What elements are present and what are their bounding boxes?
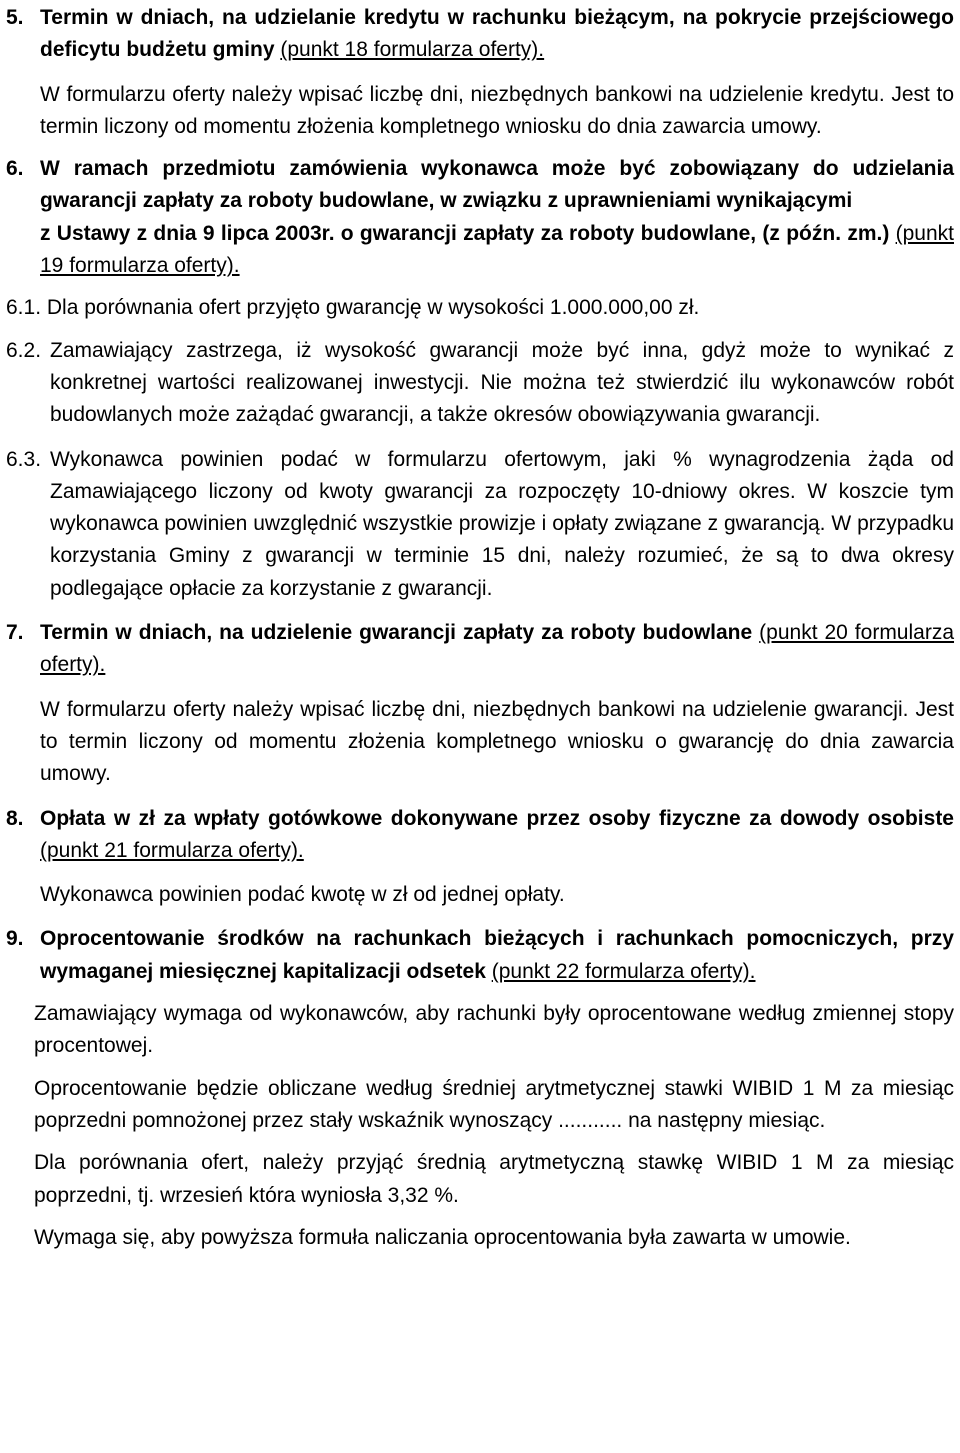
section-title-continued: z Ustawy z dnia 9 lipca 2003r. o gwarancji zapłaty za roboty budowlane, (z późn. zm.) bbox=[40, 221, 890, 245]
section-8 bbox=[6, 803, 954, 912]
section-heading bbox=[40, 803, 954, 868]
section-number: 5. bbox=[6, 6, 24, 29]
section-6 bbox=[6, 153, 954, 605]
section-title: Oprocentowanie środków na rachunkach bieżących i rachunkach pomocniczych, przy wymaganej miesięcznej kapitalizacji odsetek bbox=[40, 927, 954, 983]
form-reference: (punkt 18 formularza oferty). bbox=[280, 38, 545, 62]
section-heading bbox=[40, 2, 954, 67]
form-reference: (punkt 20 formularza oferty). bbox=[40, 621, 955, 677]
subsection-6-2 bbox=[6, 335, 954, 432]
section-paragraph: W formularzu oferty należy wpisać liczbę dni, niezbędnych bankowi na udzielenie gwarancji. Jest to termin liczony od momentu złożenia kompletnego wniosku o gwarancję do dnia zawarcia umowy. bbox=[40, 697, 954, 786]
section-heading bbox=[40, 153, 954, 218]
section-title: Termin w dniach, na udzielanie kredytu w rachunku bieżącym, na pokrycie przejściowego deficytu budżetu gminy bbox=[40, 6, 954, 62]
section-paragraph: Zamawiający wymaga od wykonawców, aby rachunki były oprocentowane według zmiennej stopy procentowej. bbox=[34, 1002, 954, 1058]
section-heading bbox=[40, 923, 954, 988]
section-number: 6. bbox=[6, 157, 24, 181]
subsection-number: 6.2. bbox=[6, 338, 42, 362]
section-title: Opłata w zł za wpłaty gotówkowe dokonywane przez osoby fizyczne za dowody osobiste bbox=[40, 806, 954, 830]
section-title: W ramach przedmiotu zamówienia wykonawca może być zobowiązany do udzielania gwarancji zapłaty za roboty budowlane, w związku z uprawnieniami wynikającymi bbox=[40, 157, 954, 213]
subsection-paragraph: Zamawiający zastrzega, iż wysokość gwarancji może być inna, gdyż może to wynikać z konkretnej wartości realizowanej inwestycji. Nie można też stwierdzić ilu wykonawców robót budowlanych może zażądać gwarancji, a także okresów obowiązywania gwarancji. bbox=[50, 338, 954, 427]
subsection-6-1: 6.1. Dla porównania ofert przyjęto gwarancję w wysokości 1.000.000,00 zł. bbox=[6, 296, 700, 320]
section-number: 8. bbox=[6, 806, 24, 830]
section-paragraph: Wykonawca powinien podać kwotę w zł od jednej opłaty. bbox=[40, 883, 565, 907]
subsection-number: 6.3. bbox=[6, 447, 42, 471]
section-paragraph: W formularzu oferty należy wpisać liczbę dni, niezbędnych bankowi na udzielenie kredytu. Jest to termin liczony od momentu złożenia kompletnego wniosku do dnia zawarcia umowy. bbox=[40, 82, 954, 138]
section-number: 7. bbox=[6, 621, 24, 645]
section-paragraph: Dla porównania ofert, należy przyjąć średnią arytmetyczną stawkę WIBID 1 M za miesiąc poprzedni, tj. wrzesień która wyniosła 3,32 %. bbox=[34, 1151, 954, 1207]
section-paragraph: Oprocentowanie będzie obliczane według średniej arytmetycznej stawki WIBID 1 M za miesiąc poprzedni pomnożonej przez stały wskaźnik wynoszący ........... na następny miesiąc. bbox=[34, 1076, 954, 1132]
form-reference: (punkt 21 formularza oferty). bbox=[40, 838, 304, 862]
subsection-paragraph: Wykonawca powinien podać w formularzu ofertowym, jaki % wynagrodzenia żąda od Zamawiającego liczony od kwoty gwarancji za rozpoczęty 10-dniowy okres. W koszcie tym wykonawca powinien uwzględnić wszystkie prowizje i opłaty związane z gwarancją. W przypadku korzystania Gminy z gwarancji w terminie 15 dni, należy rozumieć, że są to dwa okresy podlegające opłacie za korzystanie z gwarancji. bbox=[50, 447, 954, 600]
section-paragraph: Wymaga się, aby powyższa formuła naliczania oprocentowania była zawarta w umowie. bbox=[34, 1225, 851, 1249]
form-reference: (punkt 19 formularza oferty). bbox=[40, 221, 954, 278]
section-9 bbox=[6, 923, 954, 1254]
section-heading-continued bbox=[40, 218, 954, 283]
section-7 bbox=[6, 617, 954, 790]
section-number: 9. bbox=[6, 927, 24, 951]
form-reference: (punkt 22 formularza oferty). bbox=[491, 959, 756, 983]
section-title: Termin w dniach, na udzielenie gwarancji zapłaty za roboty budowlane bbox=[40, 621, 753, 645]
section-heading bbox=[40, 617, 954, 682]
section-5 bbox=[6, 2, 954, 143]
subsection-6-3 bbox=[6, 444, 954, 605]
